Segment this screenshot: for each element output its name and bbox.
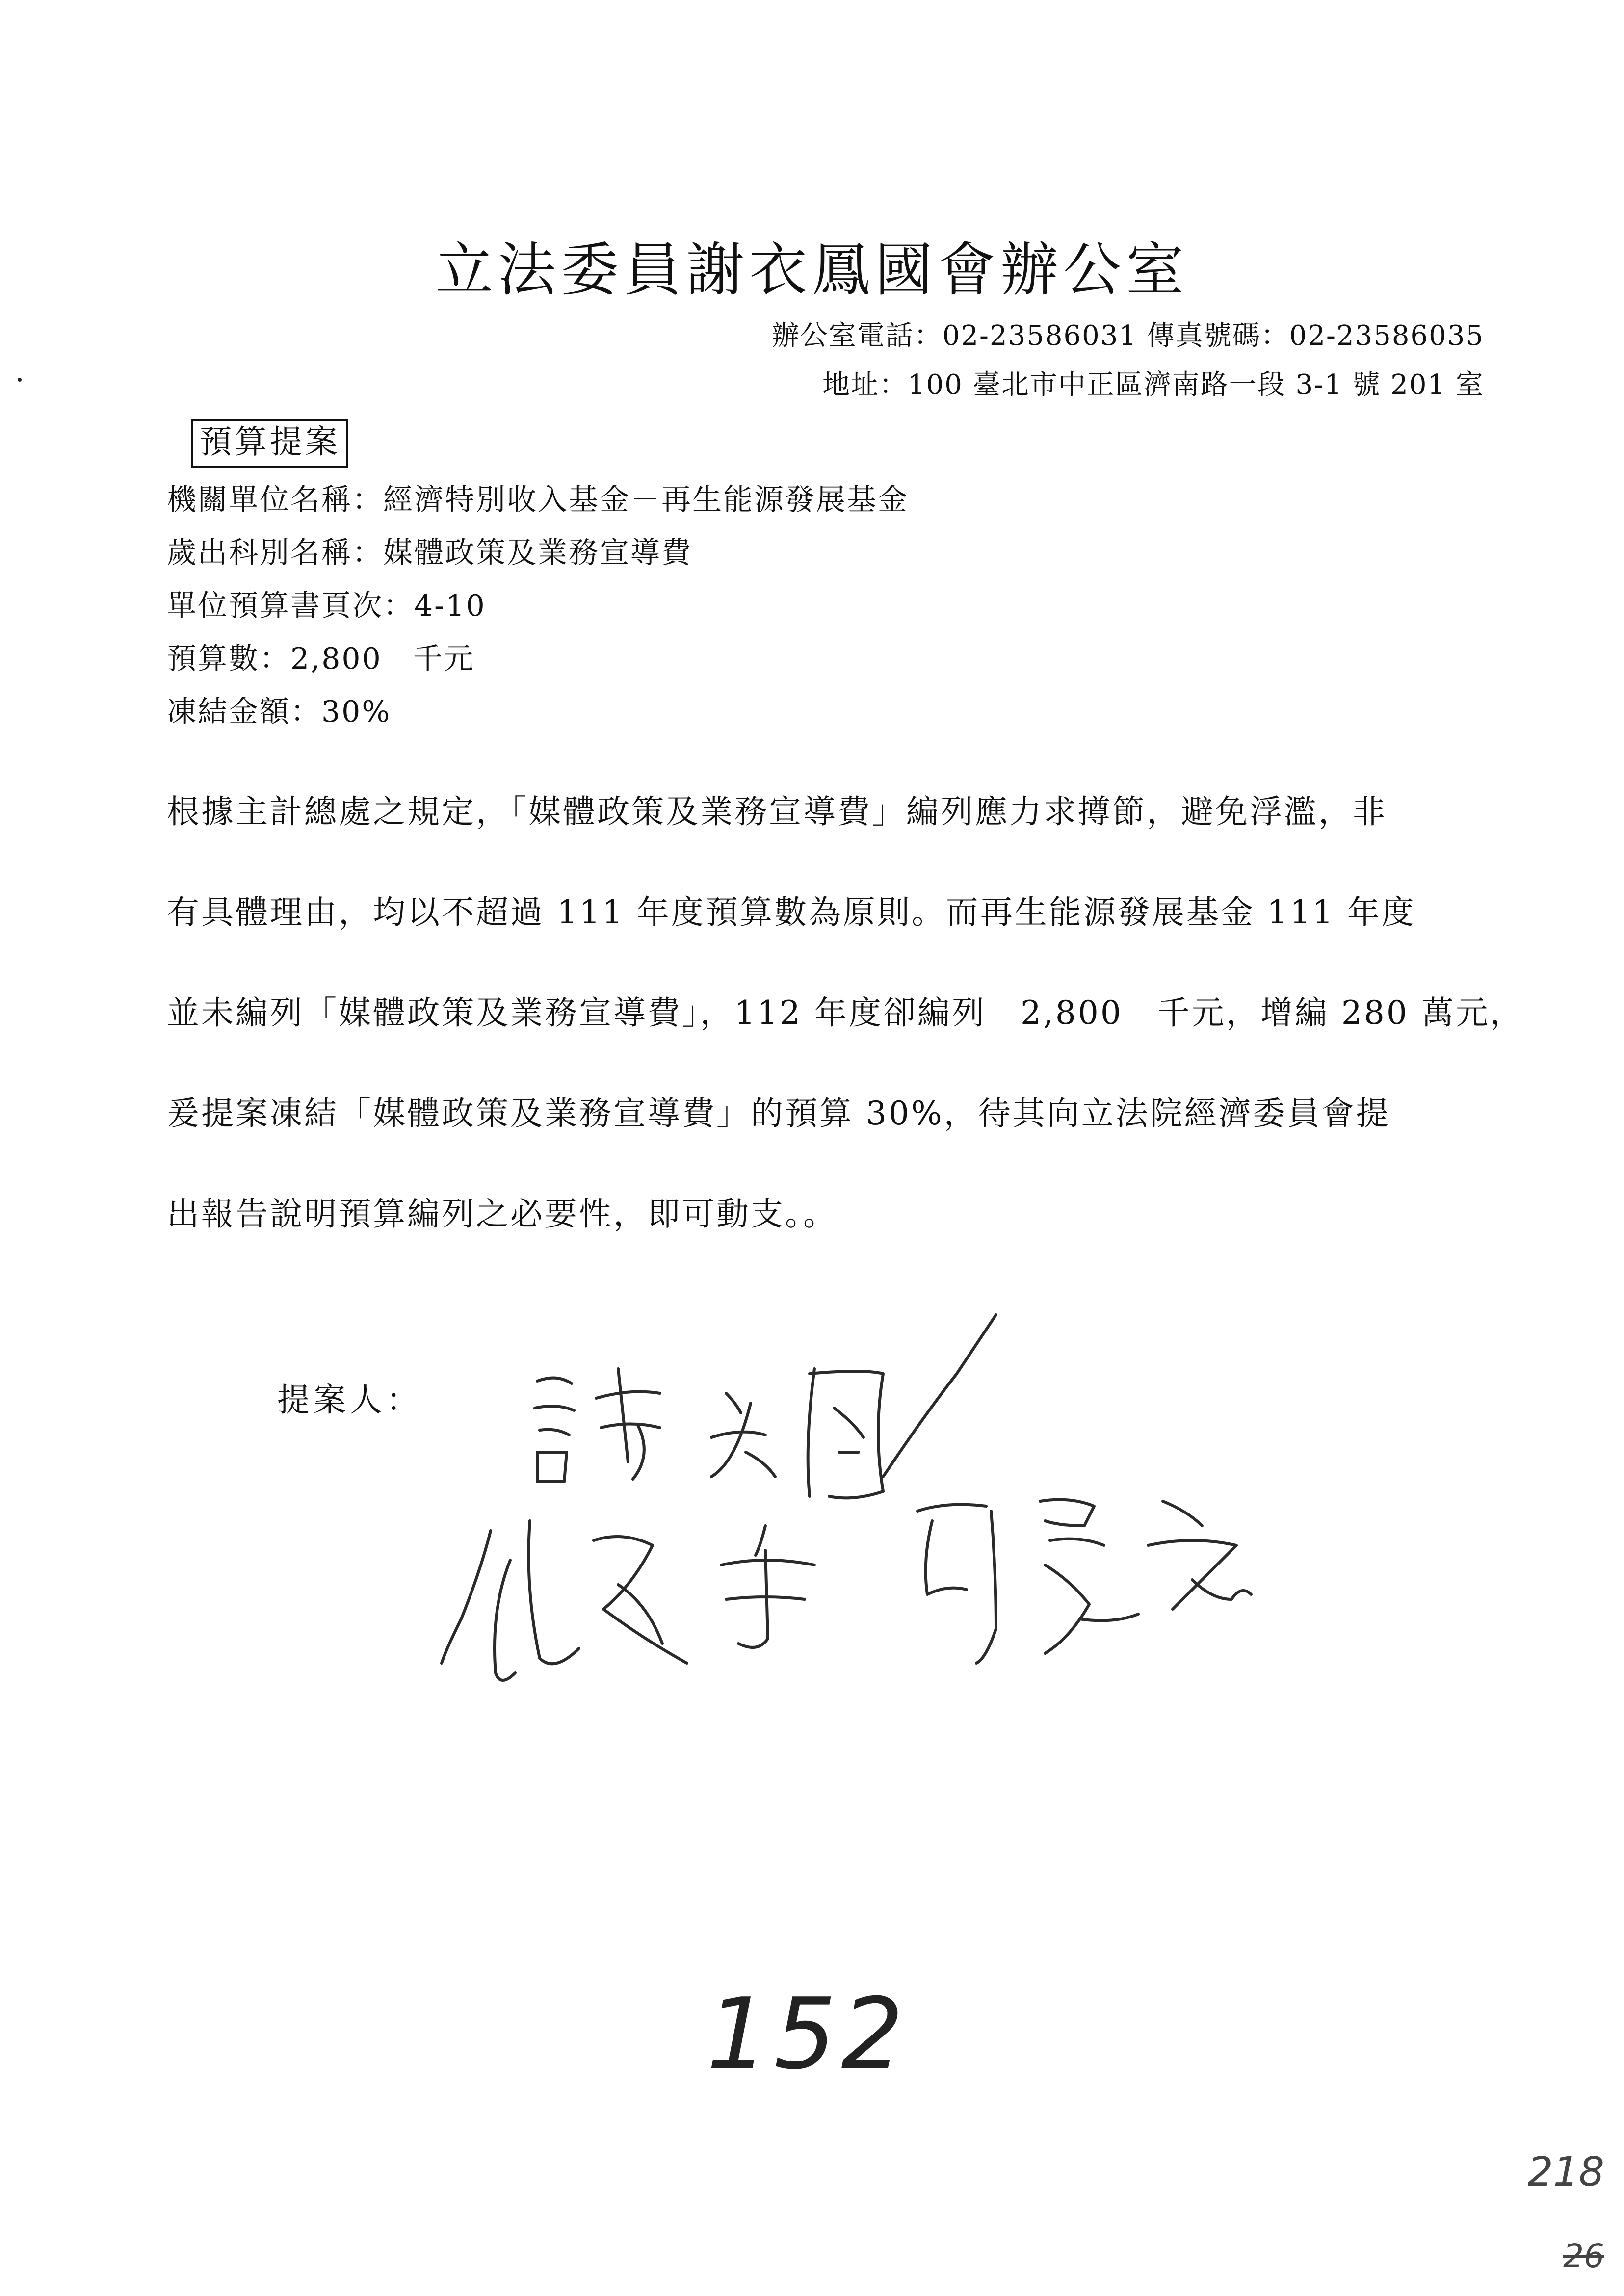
signature-3 [917,1500,1251,1663]
signature-2 [442,1521,814,1680]
signature-1 [535,1315,996,1498]
field-freeze-amount: 凍結金額：30% [167,695,392,729]
field-budget-amount: 預算數：2,800 千元 [167,642,475,676]
field-budget-page: 單位預算書頁次：4-10 [167,589,486,623]
office-phone-line: 辦公室電話：02-23586031 傳真號碼：02-23586035 [771,320,1484,352]
office-address-line: 地址：100 臺北市中正區濟南路一段 3-1 號 201 室 [822,369,1484,401]
body-line: 爰提案凍結「媒體政策及業務宣導費」的預算 30%，待其向立法院經濟委員會提 [167,1095,1390,1132]
body-line: 根據主計總處之規定，「媒體政策及業務宣導費」編列應力求撙節，避免浮濫，非 [167,793,1387,831]
office-title: 立法委員謝衣鳳國會辦公室 [435,236,1189,304]
field-expenditure-item: 歲出科別名稱：媒體政策及業務宣導費 [167,536,692,570]
page-number: 152 [707,1977,909,2091]
body-line: 並未編列「媒體政策及業務宣導費」，112 年度卻編列 2,800 千元，增編 280 萬元， [167,994,1524,1032]
body-line: 出報告說明預算編列之必要性，即可動支。。 [167,1195,838,1233]
proposer-label: 提案人： [277,1381,422,1419]
body-line: 有具體理由，均以不超過 111 年度預算數為原則。而再生能源發展基金 111 年度 [167,893,1416,931]
field-agency-name: 機關單位名稱：經濟特別收入基金－再生能源發展基金 [167,483,909,517]
corner-crossed-mark: 26 [1563,2237,1604,2275]
proposal-type-box: 預算提案 [191,419,348,468]
corner-page-mark: 218 [1527,2149,1604,2195]
